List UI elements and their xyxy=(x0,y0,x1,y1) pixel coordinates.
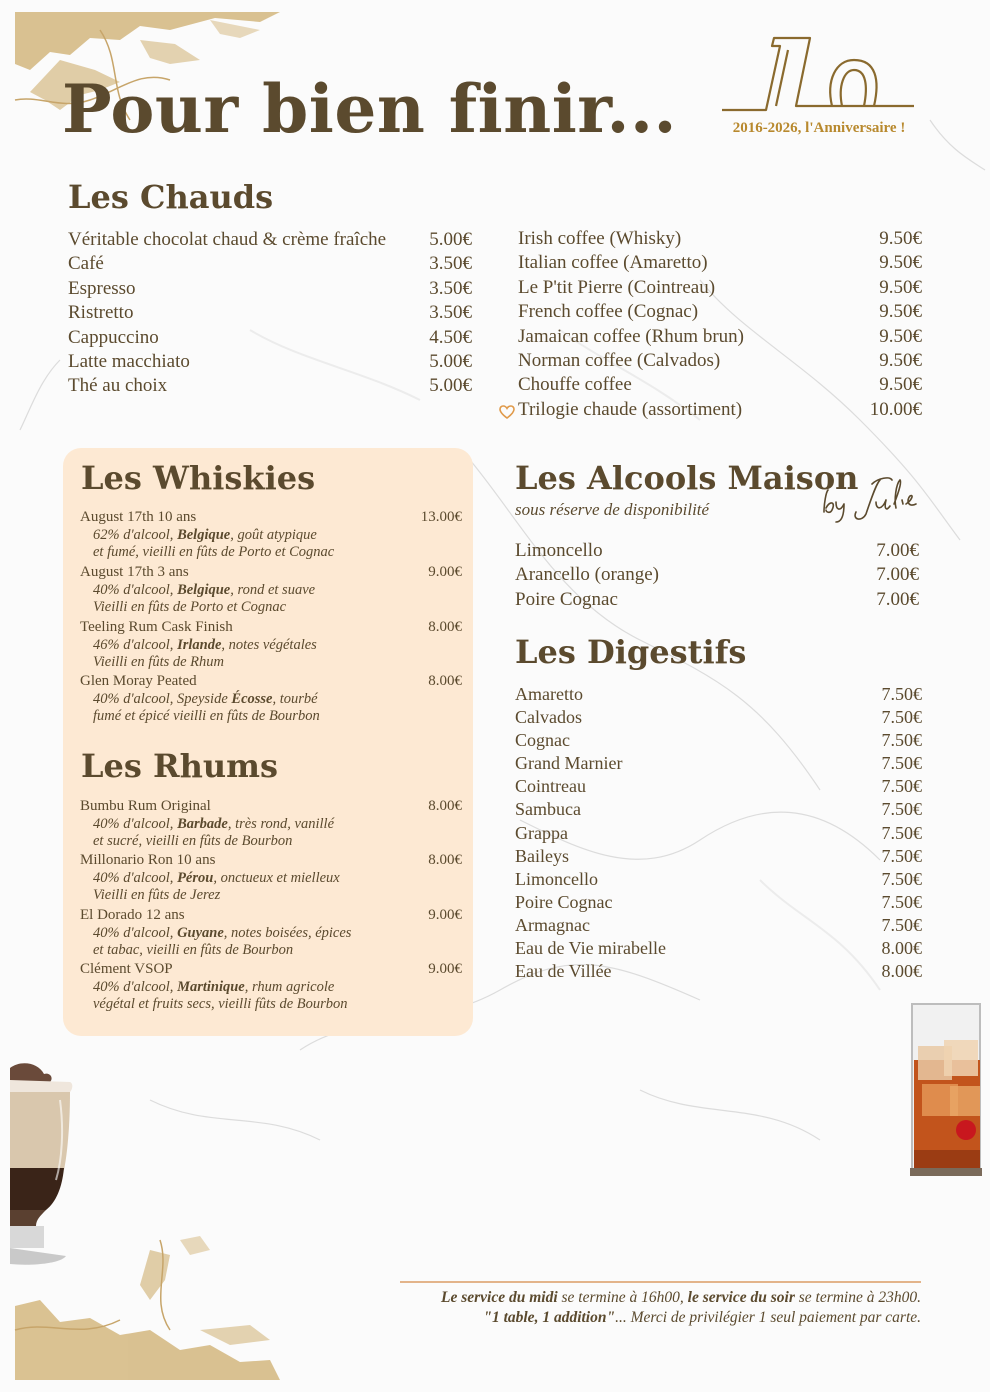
item-name: Armagnac xyxy=(515,914,590,935)
item-price: 9.50€ xyxy=(879,325,922,347)
item-price: 7.50€ xyxy=(881,799,922,820)
item-price: 9.50€ xyxy=(879,301,922,323)
list-item xyxy=(515,961,922,984)
item-description: 40% d'alcool, Pérou, onctueux et mielleux Vieilli en fûts de Jerez xyxy=(93,870,340,903)
item-price: 10.00€ xyxy=(869,398,922,420)
item-price: 8.00€ xyxy=(881,938,922,959)
item-price: 5.00€ xyxy=(429,350,472,372)
item-price: 3.50€ xyxy=(429,253,472,275)
list-item xyxy=(518,228,922,252)
item-price: 9.50€ xyxy=(879,252,922,274)
rhum-item xyxy=(80,798,462,849)
list-item xyxy=(515,869,922,892)
list-item xyxy=(515,753,922,776)
chauds-right-list xyxy=(518,228,922,423)
item-price: 7.00€ xyxy=(876,540,919,561)
list-item xyxy=(518,277,922,301)
item-name: Jamaican coffee (Rhum brun) xyxy=(518,325,744,347)
item-name: Eau de Vie mirabelle xyxy=(515,938,667,959)
list-item xyxy=(68,229,472,253)
item-name: Calvados xyxy=(515,707,582,728)
list-item xyxy=(515,846,922,869)
item-price: 8.00€ xyxy=(881,961,922,982)
list-item xyxy=(515,564,919,588)
item-name: Chouffe coffee xyxy=(518,374,632,396)
item-price: 7.00€ xyxy=(876,564,919,586)
item-description: 40% d'alcool, Guyane, notes boisées, épices et tabac, vieilli en fûts de Bourbon xyxy=(93,925,352,958)
item-price: 9.50€ xyxy=(879,228,922,249)
list-item xyxy=(68,351,472,375)
list-item xyxy=(68,375,472,399)
item-price: 7.50€ xyxy=(881,914,922,935)
list-item xyxy=(515,938,922,961)
list-item xyxy=(518,350,922,374)
item-name: Limoncello xyxy=(515,540,603,561)
item-price: 9.50€ xyxy=(879,349,922,371)
item-name: Café xyxy=(68,253,104,275)
section-title-chauds: Les Chauds xyxy=(68,178,274,216)
item-name: Sambuca xyxy=(515,799,581,820)
item-price: 7.50€ xyxy=(881,730,922,751)
whisky-item xyxy=(80,619,462,670)
footer-divider xyxy=(400,1281,921,1283)
item-name: Latte macchiato xyxy=(68,350,190,372)
item-price: 8.00€ xyxy=(428,852,462,868)
rhum-item xyxy=(80,852,462,903)
digestifs-list xyxy=(515,684,922,984)
list-item xyxy=(518,399,922,423)
section-title-whiskies: Les Whiskies xyxy=(81,459,316,497)
item-price: 7.50€ xyxy=(881,868,922,889)
item-description: 40% d'alcool, Belgique, rond et suave Vieilli en fûts de Porto et Cognac xyxy=(93,582,316,615)
rhum-item xyxy=(80,907,462,958)
item-price: 8.00€ xyxy=(428,619,462,635)
list-item xyxy=(515,915,922,938)
list-item xyxy=(515,776,922,799)
maison-subtitle: sous réserve de disponibilité xyxy=(515,500,710,519)
item-price: 5.00€ xyxy=(429,229,472,250)
payment-note-text: "1 table, 1 addition"... Merci de privilégier 1 seul paiement par carte. xyxy=(483,1309,921,1326)
item-name: August 17th 3 ans xyxy=(80,564,189,580)
item-name: Cappuccino xyxy=(68,326,159,348)
item-price: 7.50€ xyxy=(881,776,922,797)
item-price: 7.50€ xyxy=(881,891,922,912)
item-name: Limoncello xyxy=(515,868,598,889)
section-title-rhums: Les Rhums xyxy=(81,747,279,785)
list-item xyxy=(68,253,472,277)
list-item xyxy=(68,302,472,326)
item-name: Thé au choix xyxy=(68,375,168,397)
item-price: 9.00€ xyxy=(428,961,462,977)
item-name: Le P'tit Pierre (Cointreau) xyxy=(518,276,716,298)
item-description: 40% d'alcool, Speyside Écosse, tourbé fumé et épicé vieilli en fûts de Bourbon xyxy=(93,691,320,724)
list-item xyxy=(515,730,922,753)
item-description: 46% d'alcool, Irlande, notes végétales Vieilli en fûts de Rhum xyxy=(93,637,317,670)
item-name: Arancello (orange) xyxy=(515,564,660,586)
item-name: Millonario Ron 10 ans xyxy=(80,852,216,868)
footer-note xyxy=(330,1288,921,1328)
list-item xyxy=(518,301,922,325)
item-price: 3.50€ xyxy=(429,277,472,299)
item-price: 13.00€ xyxy=(420,509,462,525)
section-title-maison: Les Alcools Maison xyxy=(515,459,859,497)
list-item xyxy=(518,252,922,276)
maison-list xyxy=(515,540,919,613)
item-name: Baileys xyxy=(515,845,569,866)
item-name: Espresso xyxy=(68,277,136,299)
item-name: August 17th 10 ans xyxy=(80,509,197,525)
item-name: Glen Moray Peated xyxy=(80,673,197,689)
list-item xyxy=(518,374,922,398)
whisky-item xyxy=(80,564,462,615)
item-name: Amaretto xyxy=(515,684,583,704)
item-price: 7.50€ xyxy=(881,707,922,728)
service-hours-text: Le service du midi se termine à 16h00, le service du soir se termine à 23h00. xyxy=(440,1289,921,1306)
item-description: 62% d'alcool, Belgique, goût atypique et fumé, vieilli en fûts de Porto et Cognac xyxy=(93,527,335,560)
item-price: 7.50€ xyxy=(881,684,922,704)
item-price: 8.00€ xyxy=(428,673,462,689)
item-price: 9.50€ xyxy=(879,374,922,396)
list-item xyxy=(515,684,922,707)
item-description: 40% d'alcool, Martinique, rhum agricole végétal et fruits secs, vieilli fûts de Bourbon xyxy=(93,979,348,1012)
item-name: Norman coffee (Calvados) xyxy=(518,349,721,371)
list-item xyxy=(515,540,919,564)
item-name: Ristretto xyxy=(68,302,134,324)
item-name: Cointreau xyxy=(515,776,586,797)
anniversary-text: 2016-2026, l'Anniversaire ! xyxy=(732,120,906,136)
list-item xyxy=(515,799,922,822)
item-name: Trilogie chaude (assortiment) xyxy=(518,398,743,420)
item-name: Clément VSOP xyxy=(80,961,173,977)
item-name: El Dorado 12 ans xyxy=(80,907,185,923)
page-title: Pour bien finir... xyxy=(62,70,677,148)
item-name: Poire Cognac xyxy=(515,891,613,912)
item-name: Poire Cognac xyxy=(515,588,618,610)
item-price: 8.00€ xyxy=(428,798,462,814)
list-item xyxy=(515,589,919,613)
section-title-digestifs: Les Digestifs xyxy=(515,633,747,671)
list-item xyxy=(518,326,922,350)
whisky-glass-image xyxy=(908,1000,982,1178)
item-name: Bumbu Rum Original xyxy=(80,798,211,814)
item-price: 3.50€ xyxy=(429,302,472,324)
item-price: 4.50€ xyxy=(429,326,472,348)
item-price: 9.00€ xyxy=(428,564,462,580)
item-price: 7.50€ xyxy=(881,845,922,866)
list-item xyxy=(515,892,922,915)
item-name: French coffee (Cognac) xyxy=(518,301,699,323)
item-name: Véritable chocolat chaud & crème fraîche xyxy=(68,229,387,250)
item-price: 9.50€ xyxy=(879,276,922,298)
by-julie-signature xyxy=(820,474,920,524)
item-name: Irish coffee (Whisky) xyxy=(518,228,682,249)
item-name: Grand Marnier xyxy=(515,753,623,774)
item-price: 7.00€ xyxy=(876,588,919,610)
whisky-item xyxy=(80,509,462,560)
item-name: Italian coffee (Amaretto) xyxy=(518,252,708,274)
list-item xyxy=(515,707,922,730)
item-name: Teeling Rum Cask Finish xyxy=(80,619,233,635)
irish-coffee-glass-image xyxy=(10,1060,76,1270)
item-price: 5.00€ xyxy=(429,375,472,397)
whisky-item xyxy=(80,673,462,724)
list-item xyxy=(68,327,472,351)
chauds-left-list xyxy=(68,229,472,400)
item-price: 7.50€ xyxy=(881,822,922,843)
item-name: Grappa xyxy=(515,822,568,843)
list-item xyxy=(515,823,922,846)
heart-icon xyxy=(499,405,515,419)
item-name: Cognac xyxy=(515,730,570,751)
item-price: 7.50€ xyxy=(881,753,922,774)
item-name: Eau de Villée xyxy=(515,961,612,982)
item-price: 9.00€ xyxy=(428,907,462,923)
rhum-item xyxy=(80,961,462,1012)
item-description: 40% d'alcool, Barbade, très rond, vanillé et sucré, vieilli en fûts de Bourbon xyxy=(93,816,334,849)
list-item xyxy=(68,278,472,302)
